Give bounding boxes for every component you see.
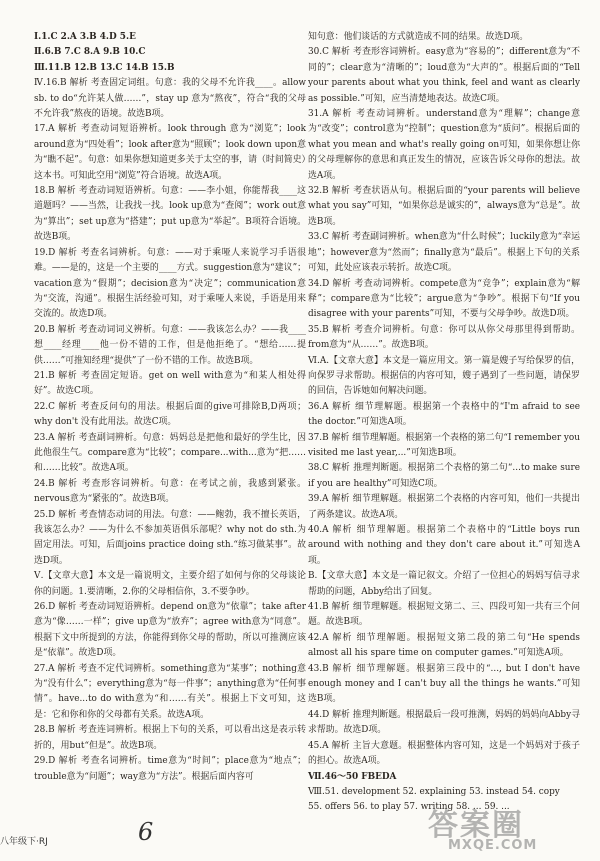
explanation-item: 37.B 解析 细节理解题。根据第一个表格的第二句“I remember you visited me last year,...”可知选B项。 xyxy=(308,432,580,458)
answer-row: Ⅱ.6.B 7.C 8.A 9.B 10.C xyxy=(34,47,146,58)
explanation-item: 19.D 解析 考查名词辨析。句意：——对于乘哑人来说学习手语很难。——是的，这是一个主要的____方式。suggestion意为“建议”；vacation意为“假期”；decision意为“决定”；communication意为“交流，沟通”。根据生活经验可知，对于乘哑人来说，手语是用来交流的。故选D项。 xyxy=(34,247,306,320)
explanation-item: 23.A 解析 考查副词辨析。句意：妈妈总是把他和最好的学生比，因此他很生气。compare意为“比较”；compare...with...意为“把……和……比较”。故选A项。 xyxy=(34,432,306,474)
watermark-cn: 答案圈 xyxy=(428,808,524,843)
answer-row: Ⅰ.1.C 2.A 3.B 4.D 5.E xyxy=(34,32,136,42)
explanation-item: Ⅳ.16.B 解析 考查固定词组。句意：我的父母不允许我____。allow sb. to do“允许某人做……”，stay up 意为“熬夜”，符合“我的父母不允许我”熬夜的语境。故选B项。 xyxy=(34,78,306,120)
explanation-item: 21.B 解析 考查固定短语。get on well with意为“和某人相处得好”。故选C项。 xyxy=(34,370,306,397)
explanation-item: 35.B 解析 考查介词辨析。句意：你可以从你父母那里得到帮助。from意为“从……”。故选B项。 xyxy=(308,324,580,351)
watermark-en: MXQE.COM xyxy=(448,838,538,853)
explanation-item: 33.C 解析 考查副词辨析。when意为“什么时候”；luckily意为“幸运地”；however意为“然而”；finally意为“最后”。根据上下句的关系可知，此处应该表示转折。故选C项。 xyxy=(308,232,580,274)
page-footer: 八年级下·RJ xyxy=(0,837,48,847)
explanation-item: 29.D 解析 考查名词辨析。time意为“时间”；place意为“地点”；trouble意为“问题”；way意为“方法”。根据后面内容可 xyxy=(34,756,306,782)
explanation-item: 25.D 解析 考查情态动词的用法。句意：——鲍勃，我不擅长英语，我该怎么办？——为什么不参加英语俱乐部呢？why not do sth.为固定用法。可知，后面joins practice doing sth.“练习做某事”。故选D项。 xyxy=(34,509,306,566)
explanation-item: 32.B 解析 考查状语从句。根据后面的“your parents will believe what you say”可知，“如果你总是诚实的”，always意为“总是”。故选B项。 xyxy=(308,186,580,227)
explanation-item: 39.A 解析 细节理解题。根据第二个表格的内容可知，他们一共提出了两条建议。故选A项。 xyxy=(308,494,580,520)
explanation-item: 38.C 解析 推理判断题。根据第二个表格的第二句“...to make sure if you are healthy”可知选C项。 xyxy=(308,463,580,489)
answer-row: 55. offers 56. to play 57. writing 58. ... 59. ... xyxy=(308,802,510,813)
watermark-logo xyxy=(418,794,598,858)
explanation-item: 17.A 解析 考查动词短语辨析。look through 意为“浏览”；look around意为“四处看”；look after意为“照顾”；look down upon意为“瞧不起”。句意：如果你想知道更多关于太空的事，请（时间简史）这本书。可知此空用“浏览”符合语境。故选A项。 xyxy=(34,124,306,181)
handwritten-page-number: 6 xyxy=(138,818,154,846)
explanation-item: 42.A 解析 细节理解题。根据短文第二段的第二句“He spends almost all his spare time on computer games.”可知选A项。 xyxy=(308,632,580,659)
passage-summary: Ⅴ.【文章大意】本文是一篇说明文，主要介绍了如何与你的父母谈论你的问题。1.要清晰，2.你的父母相信你，3.不要争吵。 xyxy=(34,571,306,597)
answer-row: Ⅶ.46～50 FBEDA xyxy=(308,771,397,782)
explanation-item: 18.B 解析 考查动词短语辨析。句意：——李小姐，你能帮我____这道题吗？——当然，让我找一找。look up意为“查阅”；work out意为“算出”；set up意为“搭建”；put up意为“举起”。B项符合语境。故选B项。 xyxy=(34,186,306,243)
explanation-item: 43.B 解析 细节理解题。根据第三段中的“..., but I don't have enough money and I can't buy all the things he wants.”可知选B项。 xyxy=(308,663,580,705)
passage-summary: B.【文章大意】本文是一篇记叙文。介绍了一位担心的妈妈写信寻求帮助的问题，Abby给出了回复。 xyxy=(308,571,580,597)
explanation-item: 41.B 解析 细节理解题。根据短文第二、三、四段可知一共有三个问题。故选B项。 xyxy=(308,602,580,628)
explanation-item: 36.A 解析 细节理解题。根据第一个表格中的“I'm afraid to see the doctor.”可知选A项。 xyxy=(308,401,580,428)
explanation-item: 26.D 解析 考查动词短语辨析。depend on意为“依靠”；take after意为“像……一样”；give up意为“放弃”；agree with意为“同意”。根据下文中所提到的方法，你能得到你父母的帮助，所以可推测应该是“依靠”。故选D项。 xyxy=(34,602,306,659)
explanation-item: 44.D 解析 推理判断题。根据最后一段可推测，妈妈的妈妈向Abby寻求帮助。故选D项。 xyxy=(308,709,580,736)
explanation-item: 45.A 解析 主旨大意题。根据整体内容可知，这是一个妈妈对于孩子的担心。故选A项。 xyxy=(308,740,580,767)
explanation-item: 27.A 解析 考查不定代词辨析。something意为“某事”；nothing意为“没有什么”；everything意为“每一件事”；anything意为“任何事情”。have...to do with意为“和……有关”。根据上下文可知，这是：它和你和你的父母都有关系。故选A项。 xyxy=(34,663,306,720)
explanation-item: 28.B 解析 考查连词辨析。根据上下句的关系，可以看出这是表示转折的，用but“但是”。故选B项。 xyxy=(34,725,306,751)
passage-summary: Ⅵ.A.【文章大意】本文是一篇应用文。第一篇是嫂子写给保罗的信，向保罗寻求帮助。根据信的内容可知，嫂子遇到了一些问题，请保罗的回信，告诉她如何解决问题。 xyxy=(308,355,580,397)
explanation-item: 20.B 解析 考查动词词义辨析。句意：——我该怎么办？——我____想____经理____他一份不错的工作，但是他拒绝了。“想给……提供……”可推知经理“提供”了一份不错的工作。故选B项。 xyxy=(34,324,306,366)
explanation-item: 31.A 解析 考查动词辨析。understand意为“理解”；change意为“改变”；control意为“控制”；question意为“质问”。根据后面的what you mean and what's really going on可知，如果你想让你的父母理解你的意思和真正发生的情况，应该告诉父母你的想法。故选A项。 xyxy=(308,109,580,181)
explanation-item: 34.D 解析 考查动词辨析。compete意为“竞争”；explain意为“解释”；compare意为“比较”；argue意为“争吵”。根据下句“If you disagree with your parents”可知，不要与父母争吵。故选D项。 xyxy=(308,278,580,320)
left-column xyxy=(34,30,306,785)
right-column xyxy=(308,30,580,816)
explanation-item: 22.C 解析 考查反问句的用法。根据后面的give可排除B,D两项；why don't 没有此用法。故选C项。 xyxy=(34,401,306,428)
answer-row: Ⅷ.51. development 52. explaining 53. instead 54. copy xyxy=(308,786,560,797)
explanation-item: 30.C 解析 考查形容词辨析。easy意为“容易的”；different意为“不同的”；clear意为“清晰的”；loud意为“大声的”。根据后面的“Tell your parents about what you think, feel and want as clearly as possible.”可知，应当清楚地表达。故选C项。 xyxy=(308,47,580,104)
explanation-item: 40.A 解析 细节理解题。根据第二个表格中的“Little boys run around with nothing and they don't care about it.”可知选A项。 xyxy=(308,525,580,566)
explanation-item: 24.B 解析 考查形容词辨析。句意：在考试之前，我感到紧张。nervous意为“紧张的”。故选B项。 xyxy=(34,478,306,505)
explanation-item: 知句意：他们谈话的方式就造成不同的结果。故选D项。 xyxy=(308,32,529,42)
answer-row: Ⅲ.11.B 12.B 13.C 14.B 15.B xyxy=(34,62,175,73)
